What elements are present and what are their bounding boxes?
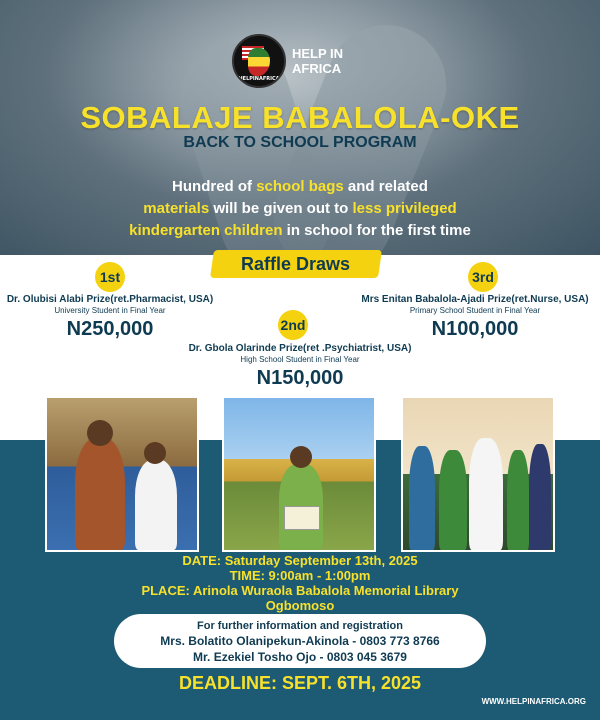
contact-person-2: Mr. Ezekiel Tosho Ojo - 0803 045 3679 — [193, 650, 407, 664]
photo-first-winner — [45, 396, 199, 552]
logo-emblem-icon — [232, 34, 286, 88]
rank-badge-3rd: 3rd — [468, 262, 498, 292]
event-place-city: Ogbomoso — [265, 598, 335, 613]
program-subtitle: BACK TO SCHOOL PROGRAM — [183, 134, 417, 151]
website-link[interactable]: WWW.HELPINAFRICA.ORG — [481, 697, 586, 706]
contact-person-1: Mrs. Bolatito Olanipekun-Akinola - 0803 773 8766 — [160, 634, 440, 648]
rank-badge-1st: 1st — [95, 262, 125, 292]
rank-badge-2nd: 2nd — [278, 310, 308, 340]
prize-third-name: Mrs Enitan Babalola-Ajadi Prize(ret.Nurse, USA) — [361, 294, 589, 305]
prize-third-level: Primary School Student in Final Year — [409, 306, 541, 315]
event-details — [0, 553, 600, 613]
event-date: DATE: Saturday September 13th, 2025 — [182, 553, 418, 568]
logo-badge-text: HELPINAFRICA — [238, 76, 280, 82]
logo-line-1: HELP IN — [292, 46, 344, 61]
prize-first-amount: N250,000 — [66, 318, 154, 340]
prize-second — [170, 343, 430, 390]
registration-deadline: DEADLINE: SEPT. 6TH, 2025 — [178, 673, 422, 693]
event-place: PLACE: Arinola Wuraola Babalola Memorial Library — [141, 583, 459, 598]
contact-box — [114, 614, 486, 668]
prize-first-level: University Student in Final Year — [54, 306, 166, 315]
prize-first-name: Dr. Olubisi Alabi Prize(ret.Pharmacist, USA) — [6, 294, 214, 305]
photo-third-winner — [401, 396, 555, 552]
raffle-draws-banner: Raffle Draws — [210, 250, 382, 278]
intro-text: Hundred of school bags and related materials will be given out to less privileged kindergarten children in school for the first time — [129, 178, 471, 239]
prize-second-level: High School Student in Final Year — [240, 355, 360, 364]
help-in-africa-logo — [232, 34, 343, 88]
photo-second-winner — [222, 396, 376, 552]
event-time: TIME: 9:00am - 1:00pm — [229, 568, 371, 583]
contact-lead: For further information and registration — [197, 620, 403, 632]
prize-second-amount: N150,000 — [256, 367, 344, 389]
program-title: SOBALAJE BABALOLA-OKE — [80, 100, 520, 135]
logo-line-2: AFRICA — [292, 61, 342, 76]
prize-first — [0, 294, 220, 341]
prize-second-name: Dr. Gbola Olarinde Prize(ret .Psychiatrist, USA) — [188, 343, 412, 354]
logo-text — [292, 46, 343, 76]
prize-third-amount: N100,000 — [431, 318, 519, 340]
prize-third — [355, 294, 595, 341]
